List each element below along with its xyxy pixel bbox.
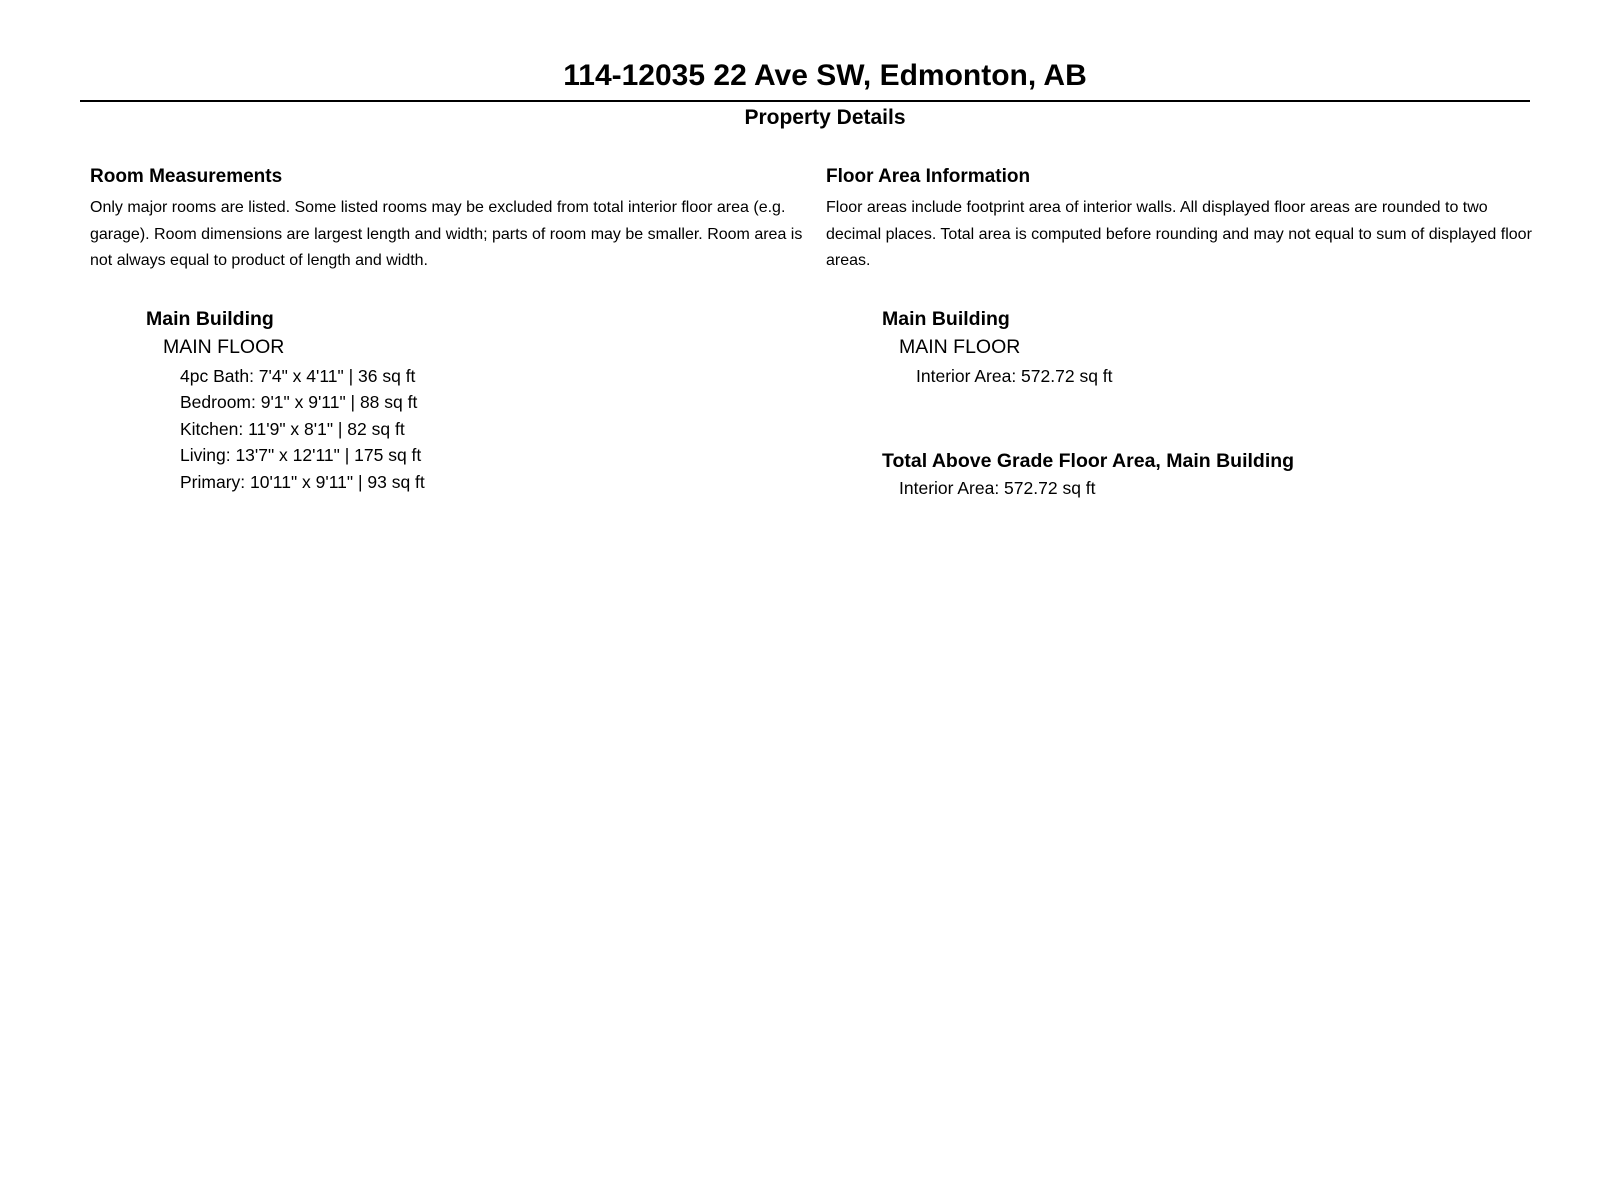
room-item: Bedroom: 9'1" x 9'11" | 88 sq ft xyxy=(180,392,418,412)
page-subtitle: Property Details xyxy=(744,106,906,129)
room-item: Primary: 10'11" x 9'11" | 93 sq ft xyxy=(180,471,425,492)
floor-area-title: Floor Area Information xyxy=(826,166,1031,187)
page-header xyxy=(80,56,1530,132)
building-title: Main Building xyxy=(146,307,274,330)
total-interior-area: Interior Area: 572.72 sq ft xyxy=(899,478,1096,498)
room-item: 4pc Bath: 7'4" x 4'11" | 36 sq ft xyxy=(180,365,416,386)
room-item: Living: 13'7" x 12'11" | 175 sq ft xyxy=(180,445,422,465)
property-address: 114-12035 22 Ave SW, Edmonton, AB xyxy=(563,59,1087,92)
room-measurements-intro: Only major rooms are listed. Some listed rooms may be excluded from total interior floor area (e.g. garage). Room dimensions are largest length and width; parts of room may be smaller. Room area is not always equal to product of length and width. xyxy=(90,199,803,269)
main-building-rooms xyxy=(146,305,805,496)
floor-area-section xyxy=(826,165,1541,502)
header-divider xyxy=(80,100,1530,102)
room-measurements-section xyxy=(90,165,805,495)
floor-area-intro: Floor areas include footprint area of interior walls. All displayed floor areas are rounded to two decimal places. Total area is computed before rounding and may not equal to sum of displayed floor areas. xyxy=(826,199,1532,269)
room-item: Kitchen: 11'9" x 8'1" | 82 sq ft xyxy=(180,418,405,439)
floor-name: MAIN FLOOR xyxy=(163,335,285,358)
room-list xyxy=(180,363,805,496)
floor-name: MAIN FLOOR xyxy=(899,335,1021,358)
room-measurements-title: Room Measurements xyxy=(90,166,283,187)
building-title: Main Building xyxy=(882,307,1010,330)
total-area-title: Total Above Grade Floor Area, Main Building xyxy=(882,450,1295,472)
floor-interior-area: Interior Area: 572.72 sq ft xyxy=(916,365,1113,386)
main-building-floor-area xyxy=(882,305,1541,502)
